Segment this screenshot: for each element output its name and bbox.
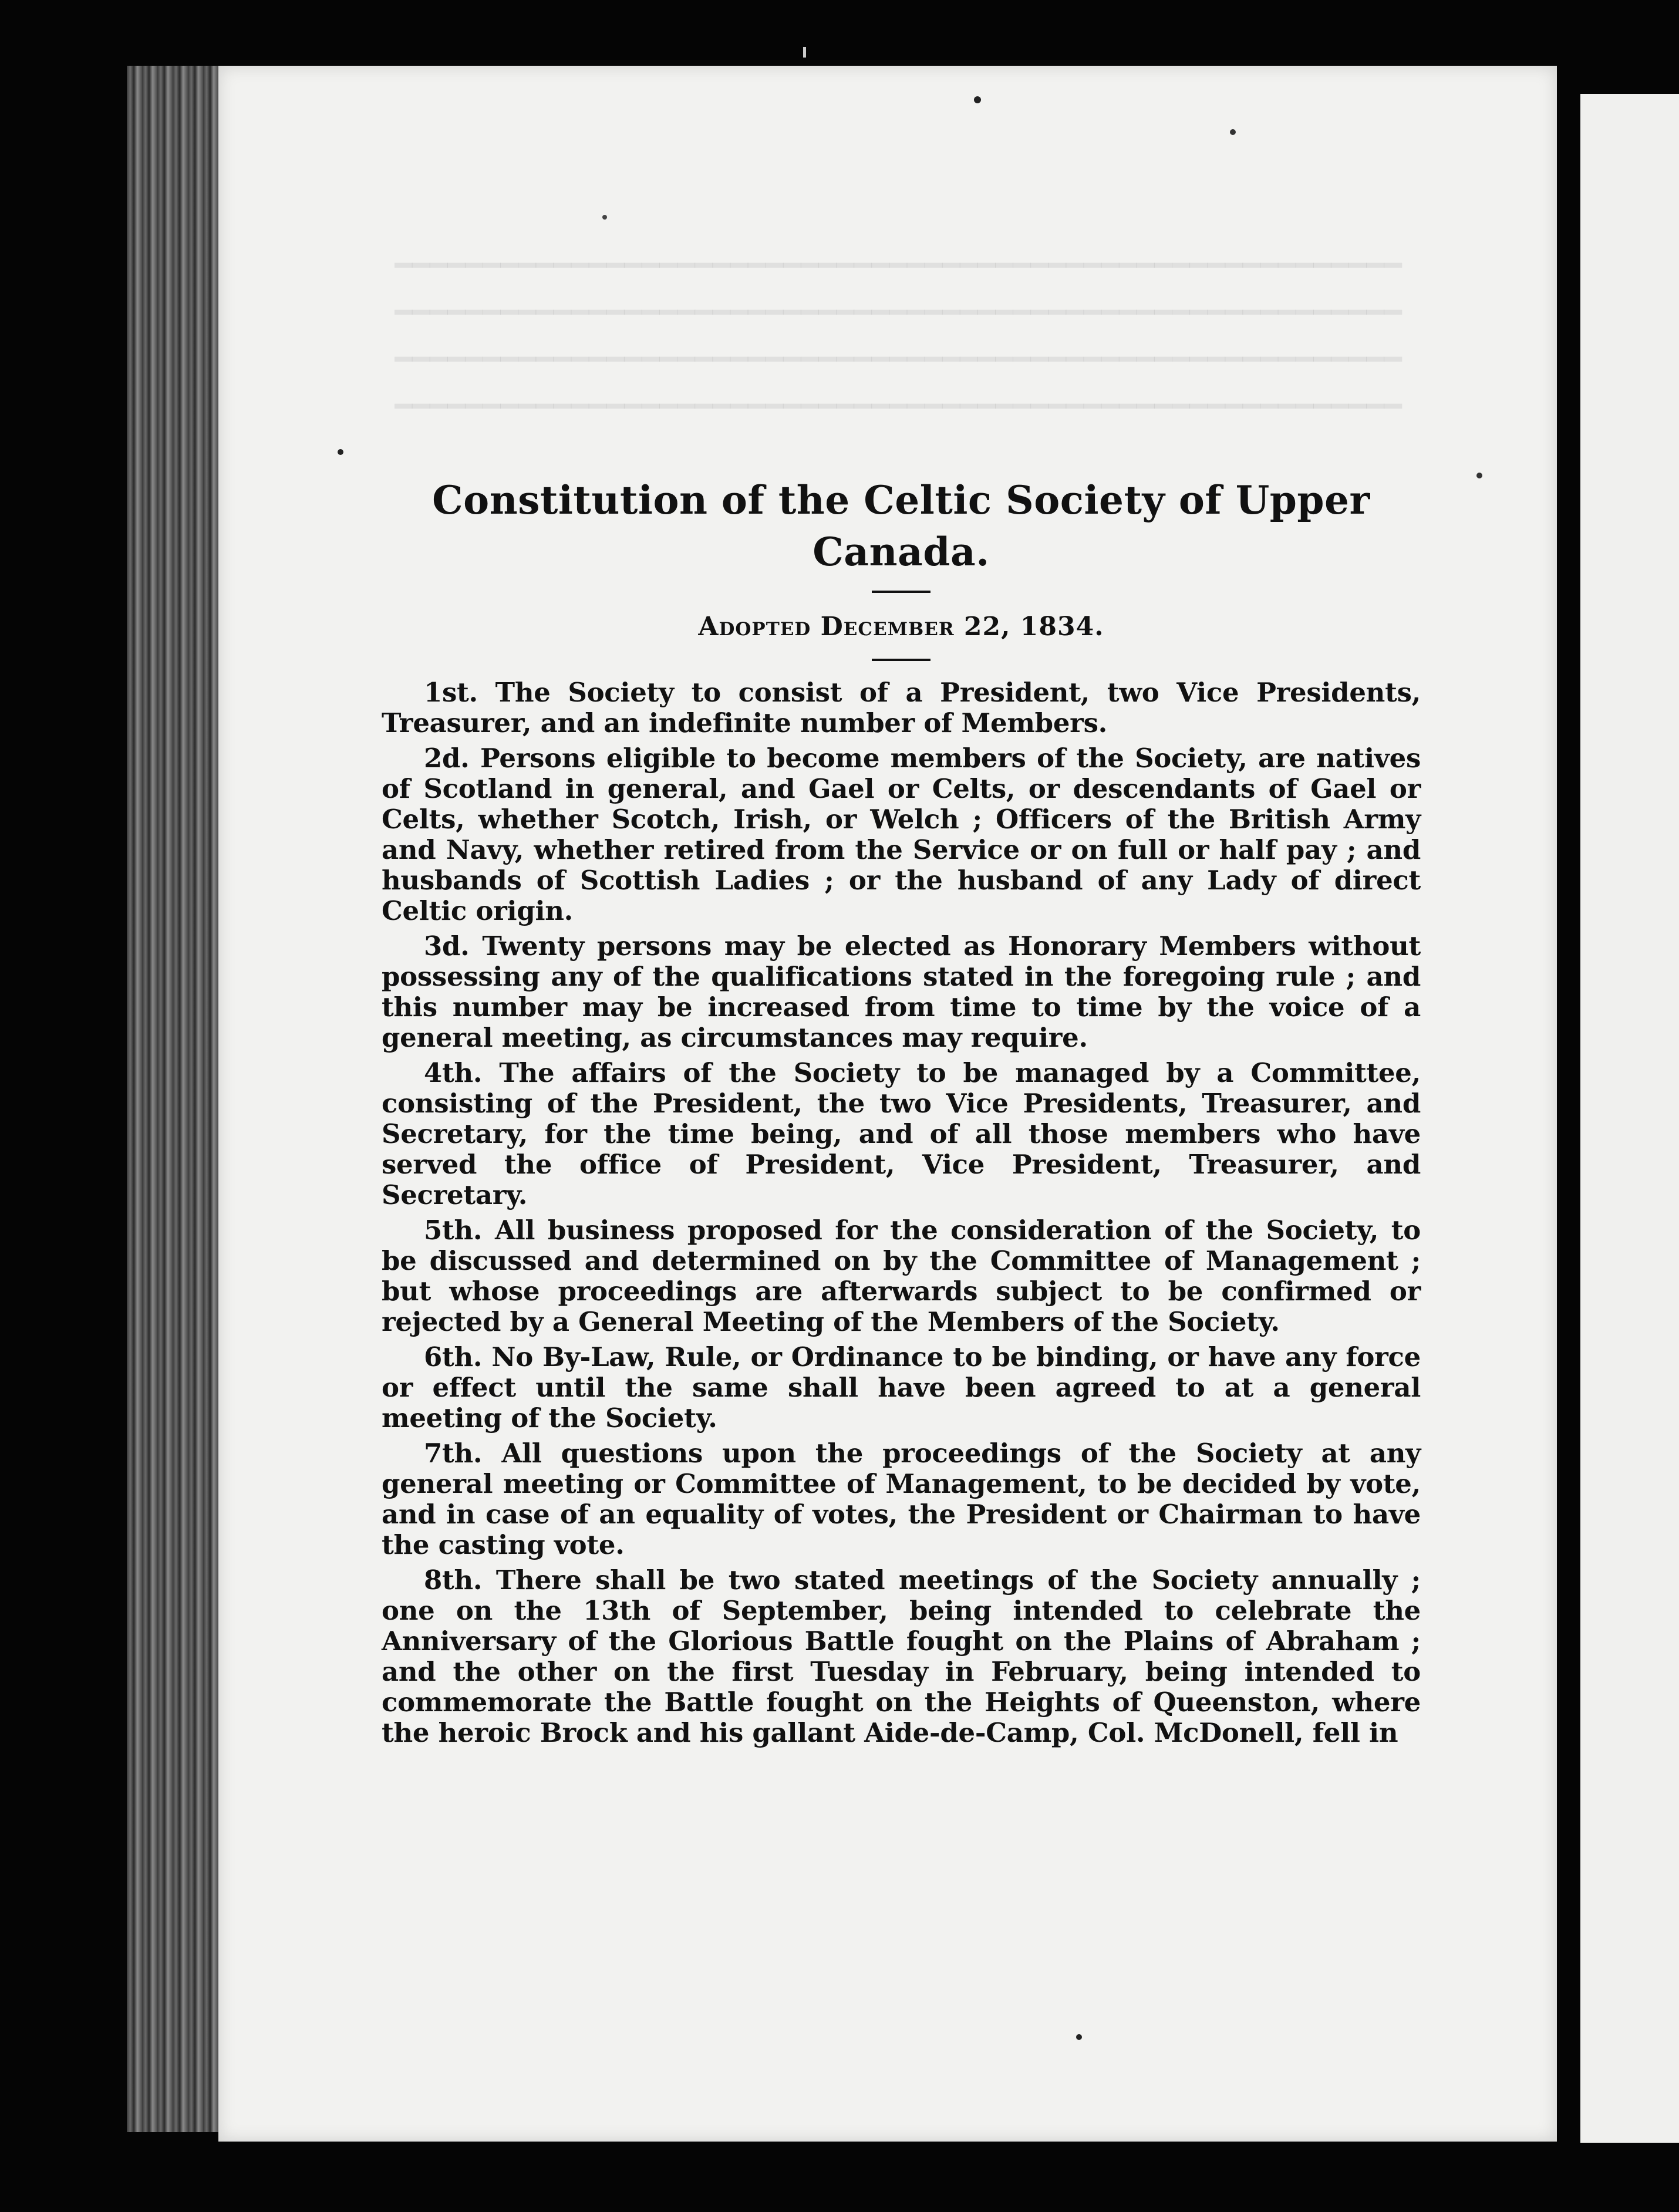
document-title: Constitution of the Celtic Society of Upper Canada. [432, 477, 1370, 575]
article-3d: 3d. Twenty persons may be elected as Honorary Members without possessing any of the qualifications stated in the foregoing rule ; and this number may be increased from time to time by the voice of a general meeting, as circumstances may require. [382, 930, 1421, 1053]
bleed-through-texture: ━━━━━━━━━━━━━━━━━━━━━━━━━━━━━━━━━━━━━━━━━━━━━━━━━━━━━━━━━ [395, 248, 1402, 282]
article-7th: 7th. All questions upon the proceedings of the Society at any general meeting or Committee of Management, to be decided by vote, and in case of an equality of votes, the President or Chairman to have the casting vote. [382, 1438, 1421, 1560]
adoption-date: Adopted December 22, 1834. [698, 612, 1104, 642]
article-6th: 6th. No By-Law, Rule, or Ordinance to be binding, or have any force or effect until the same shall have been agreed to at a general meeting of the Society. [382, 1341, 1421, 1434]
article-2d: 2d. Persons eligible to become members of the Society, are natives of Scotland in general, and Gael or Celts, or descendants of Gael or Celts, whether Scotch, Irish, or Welch ; Officers of the British Army and Navy, whether retired from the Service or on full or half pay ; and husbands of Scottish Ladies ; or the husband of any Lady of direct Celtic origin. [382, 743, 1421, 926]
article-5th: 5th. All business proposed for the consideration of the Society, to be discussed and determined on by the Committee of Management ; but whose proceedings are afterwards subject to be confirmed or rejected by a General Meeting of the Members of the Society. [382, 1215, 1421, 1337]
document-body [382, 474, 1421, 1753]
bleed-through-texture: ━━━━━━━━━━━━━━━━━━━━━━━━━━━━━━━━━━━━━━━━━━━━━━━━━━━━━━━━━ [395, 389, 1402, 423]
bleed-through-texture: ━━━━━━━━━━━━━━━━━━━━━━━━━━━━━━━━━━━━━━━━━━━━━━━━━━━━━━━━━ [395, 342, 1402, 376]
title-divider [872, 591, 930, 593]
facing-page-edge [1580, 94, 1679, 2143]
article-1st: 1st. The Society to consist of a President, two Vice Presidents, Treasurer, and an indefinite number of Members. [382, 677, 1421, 739]
date-divider [872, 659, 930, 661]
article-4th: 4th. The affairs of the Society to be managed by a Committee, consisting of the President, the two Vice Presidents, Treasurer, and Secretary, for the time being, and of all those members who have served the office of President, Vice President, Treasurer, and Secretary. [382, 1057, 1421, 1210]
bleed-through-texture: ━━━━━━━━━━━━━━━━━━━━━━━━━━━━━━━━━━━━━━━━━━━━━━━━━━━━━━━━━ [395, 295, 1402, 329]
article-8th: 8th. There shall be two stated meetings of the Society annually ; one on the 13th of September, being intended to celebrate the Anniversary of the Glorious Battle fought on the Plains of Abraham ; and the other on the first Tuesday in February, being intended to commemorate the Battle fought on the Heights of Queenston, where the heroic Brock and his gallant Aide-de-Camp, Col. McDonell, fell in [382, 1564, 1421, 1748]
